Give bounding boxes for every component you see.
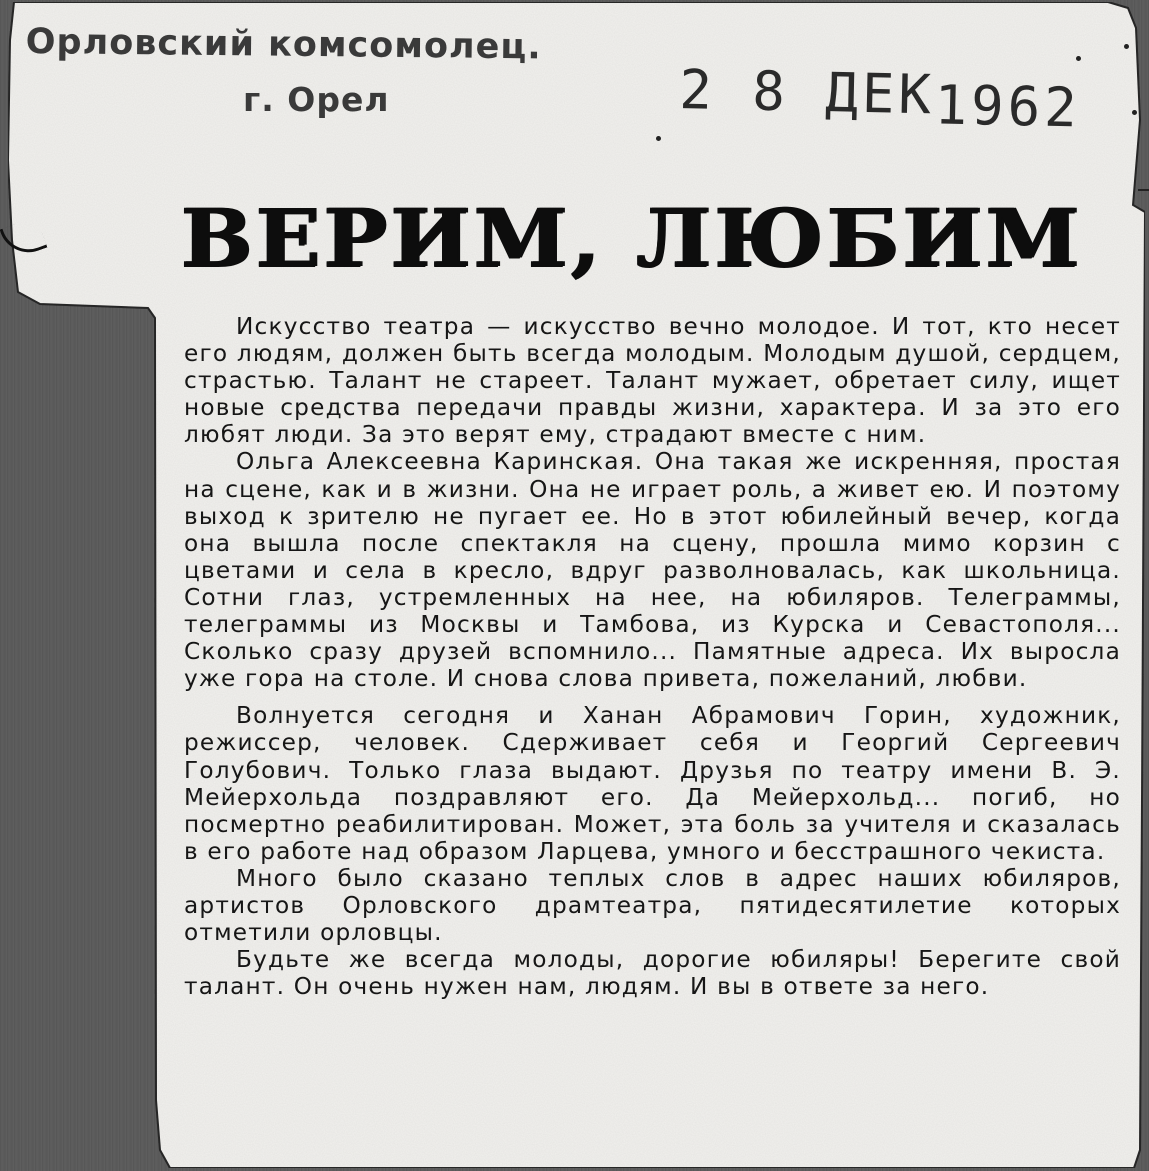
article-paragraph: Будьте же всегда молоды, дорогие юбиляры! Берегите свой талант. Он очень нужен нам, людям. И вы в ответе за него. xyxy=(184,946,1121,1001)
date-stamp xyxy=(678,58,1082,140)
ink-dot xyxy=(1124,44,1129,49)
ink-dot xyxy=(1132,110,1137,115)
article-paragraph: Волнуется сегодня и Ханан Абрамович Горин, художник, режиссер, человек. Сдерживает себя и Георгий Сергеевич Голубович. Только глаза выдают. Друзья по театру имени В. Э. Мейерхольда поздравляют его. Да Мейерхольд... погиб, но посмертно реабилитирован. Может, эта боль за учителя и сказалась в его работе над образом Ларцева, умного и бесстрашного чекиста. xyxy=(184,702,1121,865)
ink-dot xyxy=(656,136,661,141)
article-paragraph: Искусство театра — искусство вечно молодое. И тот, кто несет его людям, должен быть всегда молодым. Молодым душой, сердцем, страстью. Талант не стареет. Талант мужает, обретает силу, ищет новые средства передачи правды жизни, характера. И за это его любят люди. За это верят ему, страдают вместе с ним. xyxy=(184,313,1121,449)
article-paragraph: Ольга Алексеевна Каринская. Она такая же искренняя, простая на сцене, как и в жизни. Она не играет роль, а живет ею. И поэтому выход к зрителю не пугает ее. Но в этот юбилейный вечер, когда она вышла после спектакля на сцену, прошла мимо корзин с цветами и села в кресло, вдруг разволновалась, как школьница. Сотни глаз, устремленных на нее, на юбиляров. Телеграммы, телеграммы из Москвы и Тамбова, из Курска и Севастополя... Сколько сразу друзей вспомнило... Памятные адреса. Их выросла уже гора на столе. И снова слова привета, пожеланий, любви. xyxy=(184,448,1121,693)
newspaper-name: Орловский комсомолец. xyxy=(25,22,542,68)
stamp-month: ДЕК xyxy=(824,61,936,127)
article-paragraph: Много было сказано теплых слов в адрес наших юбиляров, артистов Орловского драмтеатра, пятидесятилетие которых отметили орловцы. xyxy=(184,864,1121,947)
article-body xyxy=(184,313,1121,1000)
ink-dot xyxy=(1076,56,1081,61)
stamp-day: 2 8 xyxy=(678,58,790,124)
newspaper-city: г. Орел xyxy=(243,80,390,119)
article-title: ВЕРИМ, ЛЮБИМ xyxy=(180,191,1082,285)
stamp-year: 1962 xyxy=(934,73,1082,140)
